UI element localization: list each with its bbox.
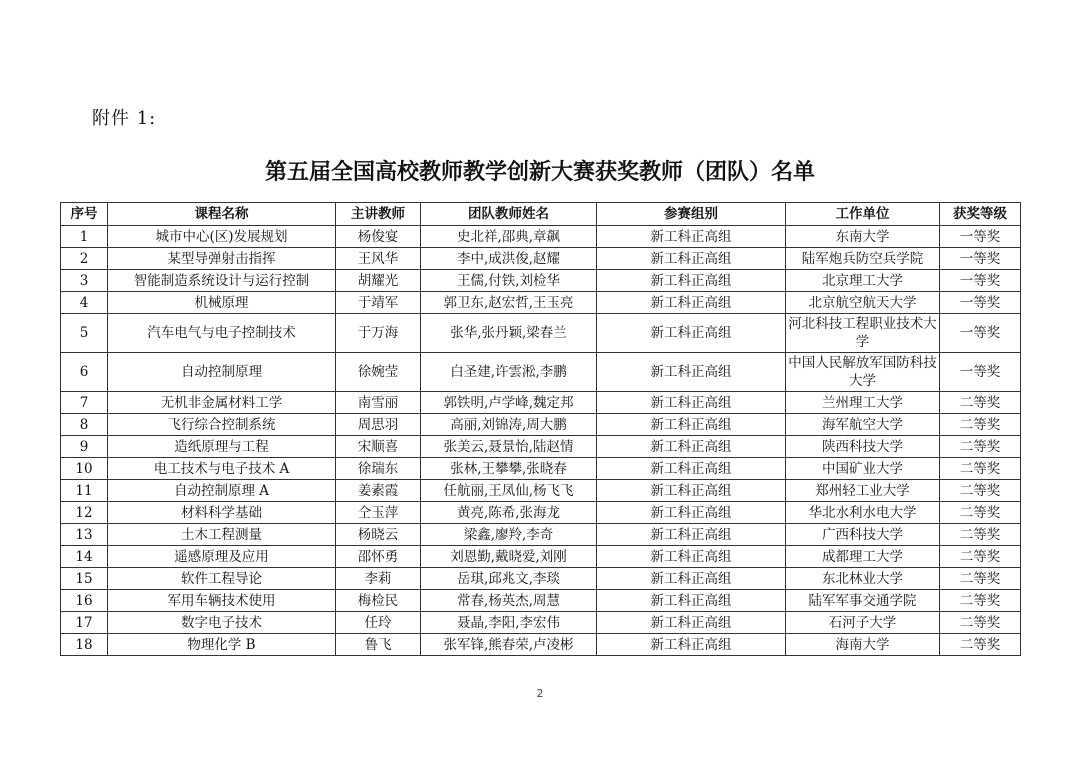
cell-institution: 中国人民解放军国防科技大学 <box>786 353 940 392</box>
header-lead-teacher: 主讲教师 <box>336 203 421 226</box>
cell-group: 新工科正高组 <box>597 502 786 524</box>
cell-course: 机械原理 <box>108 292 336 314</box>
cell-group: 新工科正高组 <box>597 292 786 314</box>
cell-institution: 中国矿业大学 <box>786 458 940 480</box>
cell-team-teachers: 李中,成洪俊,赵耀 <box>421 248 597 270</box>
cell-course: 无机非金属材料工学 <box>108 392 336 414</box>
cell-course: 材料科学基础 <box>108 502 336 524</box>
table-row <box>61 458 1021 480</box>
table-row <box>61 314 1021 353</box>
cell-group: 新工科正高组 <box>597 414 786 436</box>
header-group: 参赛组别 <box>597 203 786 226</box>
cell-team-teachers: 张华,张丹颖,梁春兰 <box>421 314 597 353</box>
cell-lead-teacher: 姜素霞 <box>336 480 421 502</box>
cell-institution: 海军航空大学 <box>786 414 940 436</box>
table-row <box>61 502 1021 524</box>
cell-lead-teacher: 杨俊宴 <box>336 226 421 248</box>
cell-institution: 北京航空航天大学 <box>786 292 940 314</box>
cell-lead-teacher: 胡耀光 <box>336 270 421 292</box>
cell-team-teachers: 高丽,刘锦涛,周大鹏 <box>421 414 597 436</box>
cell-group: 新工科正高组 <box>597 314 786 353</box>
cell-team-teachers: 岳琪,邱兆文,李琰 <box>421 568 597 590</box>
cell-lead-teacher: 仝玉萍 <box>336 502 421 524</box>
cell-course: 软件工程导论 <box>108 568 336 590</box>
cell-award: 一等奖 <box>940 314 1021 353</box>
cell-team-teachers: 郭卫东,赵宏哲,王玉亮 <box>421 292 597 314</box>
cell-course: 物理化学 B <box>108 634 336 656</box>
table-row <box>61 612 1021 634</box>
header-course: 课程名称 <box>108 203 336 226</box>
table-header-row <box>61 203 1021 226</box>
cell-group: 新工科正高组 <box>597 568 786 590</box>
cell-award: 二等奖 <box>940 414 1021 436</box>
cell-team-teachers: 常春,杨英杰,周慧 <box>421 590 597 612</box>
page-number: 2 <box>536 687 544 700</box>
cell-course: 电工技术与电子技术 A <box>108 458 336 480</box>
cell-course: 智能制造系统设计与运行控制 <box>108 270 336 292</box>
page-title: 第五届全国高校教师教学创新大赛获奖教师（团队）名单 <box>264 159 815 185</box>
cell-award: 二等奖 <box>940 502 1021 524</box>
cell-course: 数字电子技术 <box>108 612 336 634</box>
cell-course: 遥感原理及应用 <box>108 546 336 568</box>
cell-institution: 河北科技工程职业技术大学 <box>786 314 940 353</box>
cell-institution: 海南大学 <box>786 634 940 656</box>
cell-index: 3 <box>61 270 108 292</box>
cell-lead-teacher: 王风华 <box>336 248 421 270</box>
cell-team-teachers: 史北祥,邵典,章飙 <box>421 226 597 248</box>
cell-team-teachers: 张美云,聂景怡,陆赵情 <box>421 436 597 458</box>
cell-institution: 广西科技大学 <box>786 524 940 546</box>
cell-course: 造纸原理与工程 <box>108 436 336 458</box>
cell-award: 二等奖 <box>940 524 1021 546</box>
cell-course: 军用车辆技术使用 <box>108 590 336 612</box>
cell-index: 9 <box>61 436 108 458</box>
cell-lead-teacher: 于万海 <box>336 314 421 353</box>
cell-index: 18 <box>61 634 108 656</box>
cell-lead-teacher: 梅检民 <box>336 590 421 612</box>
cell-group: 新工科正高组 <box>597 590 786 612</box>
cell-award: 二等奖 <box>940 634 1021 656</box>
cell-team-teachers: 白圣建,许雲淞,李鹏 <box>421 353 597 392</box>
cell-index: 5 <box>61 314 108 353</box>
cell-institution: 东北林业大学 <box>786 568 940 590</box>
cell-institution: 郑州轻工业大学 <box>786 480 940 502</box>
cell-course: 自动控制原理 A <box>108 480 336 502</box>
cell-team-teachers: 郭铁明,卢学峰,魏定邦 <box>421 392 597 414</box>
cell-group: 新工科正高组 <box>597 480 786 502</box>
cell-group: 新工科正高组 <box>597 524 786 546</box>
cell-group: 新工科正高组 <box>597 458 786 480</box>
cell-institution: 陆军炮兵防空兵学院 <box>786 248 940 270</box>
cell-group: 新工科正高组 <box>597 612 786 634</box>
cell-index: 8 <box>61 414 108 436</box>
cell-award: 二等奖 <box>940 458 1021 480</box>
table-row <box>61 524 1021 546</box>
cell-group: 新工科正高组 <box>597 436 786 458</box>
table-row <box>61 392 1021 414</box>
cell-award: 二等奖 <box>940 568 1021 590</box>
cell-institution: 北京理工大学 <box>786 270 940 292</box>
cell-index: 14 <box>61 546 108 568</box>
cell-group: 新工科正高组 <box>597 270 786 292</box>
header-institution: 工作单位 <box>786 203 940 226</box>
cell-award: 一等奖 <box>940 270 1021 292</box>
cell-index: 1 <box>61 226 108 248</box>
cell-course: 飞行综合控制系统 <box>108 414 336 436</box>
cell-institution: 华北水利水电大学 <box>786 502 940 524</box>
cell-lead-teacher: 鲁飞 <box>336 634 421 656</box>
cell-team-teachers: 梁鑫,廖羚,李奇 <box>421 524 597 546</box>
cell-group: 新工科正高组 <box>597 226 786 248</box>
cell-team-teachers: 张军锋,熊春荣,卢凌彬 <box>421 634 597 656</box>
table-row <box>61 270 1021 292</box>
cell-team-teachers: 聂晶,李阳,李宏伟 <box>421 612 597 634</box>
table-row <box>61 414 1021 436</box>
cell-award: 一等奖 <box>940 353 1021 392</box>
cell-award: 一等奖 <box>940 292 1021 314</box>
cell-course: 某型导弹射击指挥 <box>108 248 336 270</box>
cell-team-teachers: 王儒,付铁,刘检华 <box>421 270 597 292</box>
award-table <box>60 202 1021 656</box>
cell-index: 16 <box>61 590 108 612</box>
table-row <box>61 292 1021 314</box>
cell-index: 13 <box>61 524 108 546</box>
cell-award: 二等奖 <box>940 436 1021 458</box>
cell-group: 新工科正高组 <box>597 546 786 568</box>
cell-award: 一等奖 <box>940 248 1021 270</box>
header-team-teachers: 团队教师姓名 <box>421 203 597 226</box>
cell-index: 11 <box>61 480 108 502</box>
cell-lead-teacher: 任玲 <box>336 612 421 634</box>
cell-index: 12 <box>61 502 108 524</box>
table-row <box>61 546 1021 568</box>
table-row <box>61 226 1021 248</box>
table-row <box>61 248 1021 270</box>
cell-index: 7 <box>61 392 108 414</box>
cell-lead-teacher: 李莉 <box>336 568 421 590</box>
cell-institution: 兰州理工大学 <box>786 392 940 414</box>
cell-group: 新工科正高组 <box>597 392 786 414</box>
cell-lead-teacher: 于靖军 <box>336 292 421 314</box>
cell-team-teachers: 刘恩勤,戴晓爱,刘刚 <box>421 546 597 568</box>
cell-course: 土木工程测量 <box>108 524 336 546</box>
cell-group: 新工科正高组 <box>597 353 786 392</box>
cell-lead-teacher: 杨晓云 <box>336 524 421 546</box>
table-row <box>61 353 1021 392</box>
cell-institution: 石河子大学 <box>786 612 940 634</box>
cell-lead-teacher: 宋顺喜 <box>336 436 421 458</box>
cell-course: 自动控制原理 <box>108 353 336 392</box>
cell-institution: 东南大学 <box>786 226 940 248</box>
header-index: 序号 <box>61 203 108 226</box>
cell-award: 一等奖 <box>940 226 1021 248</box>
cell-course: 汽车电气与电子控制技术 <box>108 314 336 353</box>
cell-lead-teacher: 邵怀勇 <box>336 546 421 568</box>
cell-lead-teacher: 徐婉莹 <box>336 353 421 392</box>
cell-award: 二等奖 <box>940 590 1021 612</box>
cell-award: 二等奖 <box>940 392 1021 414</box>
cell-index: 4 <box>61 292 108 314</box>
cell-award: 二等奖 <box>940 546 1021 568</box>
attachment-label: 附件 1: <box>92 108 157 129</box>
cell-lead-teacher: 周思羽 <box>336 414 421 436</box>
cell-institution: 陕西科技大学 <box>786 436 940 458</box>
table-row <box>61 634 1021 656</box>
cell-index: 10 <box>61 458 108 480</box>
table-row <box>61 480 1021 502</box>
cell-lead-teacher: 徐瑞东 <box>336 458 421 480</box>
cell-group: 新工科正高组 <box>597 634 786 656</box>
cell-group: 新工科正高组 <box>597 248 786 270</box>
cell-award: 二等奖 <box>940 480 1021 502</box>
cell-team-teachers: 任航丽,王凤仙,杨飞飞 <box>421 480 597 502</box>
cell-lead-teacher: 南雪丽 <box>336 392 421 414</box>
cell-award: 二等奖 <box>940 612 1021 634</box>
cell-team-teachers: 张林,王攀攀,张晓春 <box>421 458 597 480</box>
cell-index: 17 <box>61 612 108 634</box>
header-award: 获奖等级 <box>940 203 1021 226</box>
cell-institution: 陆军军事交通学院 <box>786 590 940 612</box>
cell-index: 6 <box>61 353 108 392</box>
cell-institution: 成都理工大学 <box>786 546 940 568</box>
table-row <box>61 568 1021 590</box>
cell-course: 城市中心(区)发展规划 <box>108 226 336 248</box>
cell-index: 2 <box>61 248 108 270</box>
cell-team-teachers: 黄亮,陈希,张海龙 <box>421 502 597 524</box>
table-row <box>61 590 1021 612</box>
cell-index: 15 <box>61 568 108 590</box>
table-row <box>61 436 1021 458</box>
